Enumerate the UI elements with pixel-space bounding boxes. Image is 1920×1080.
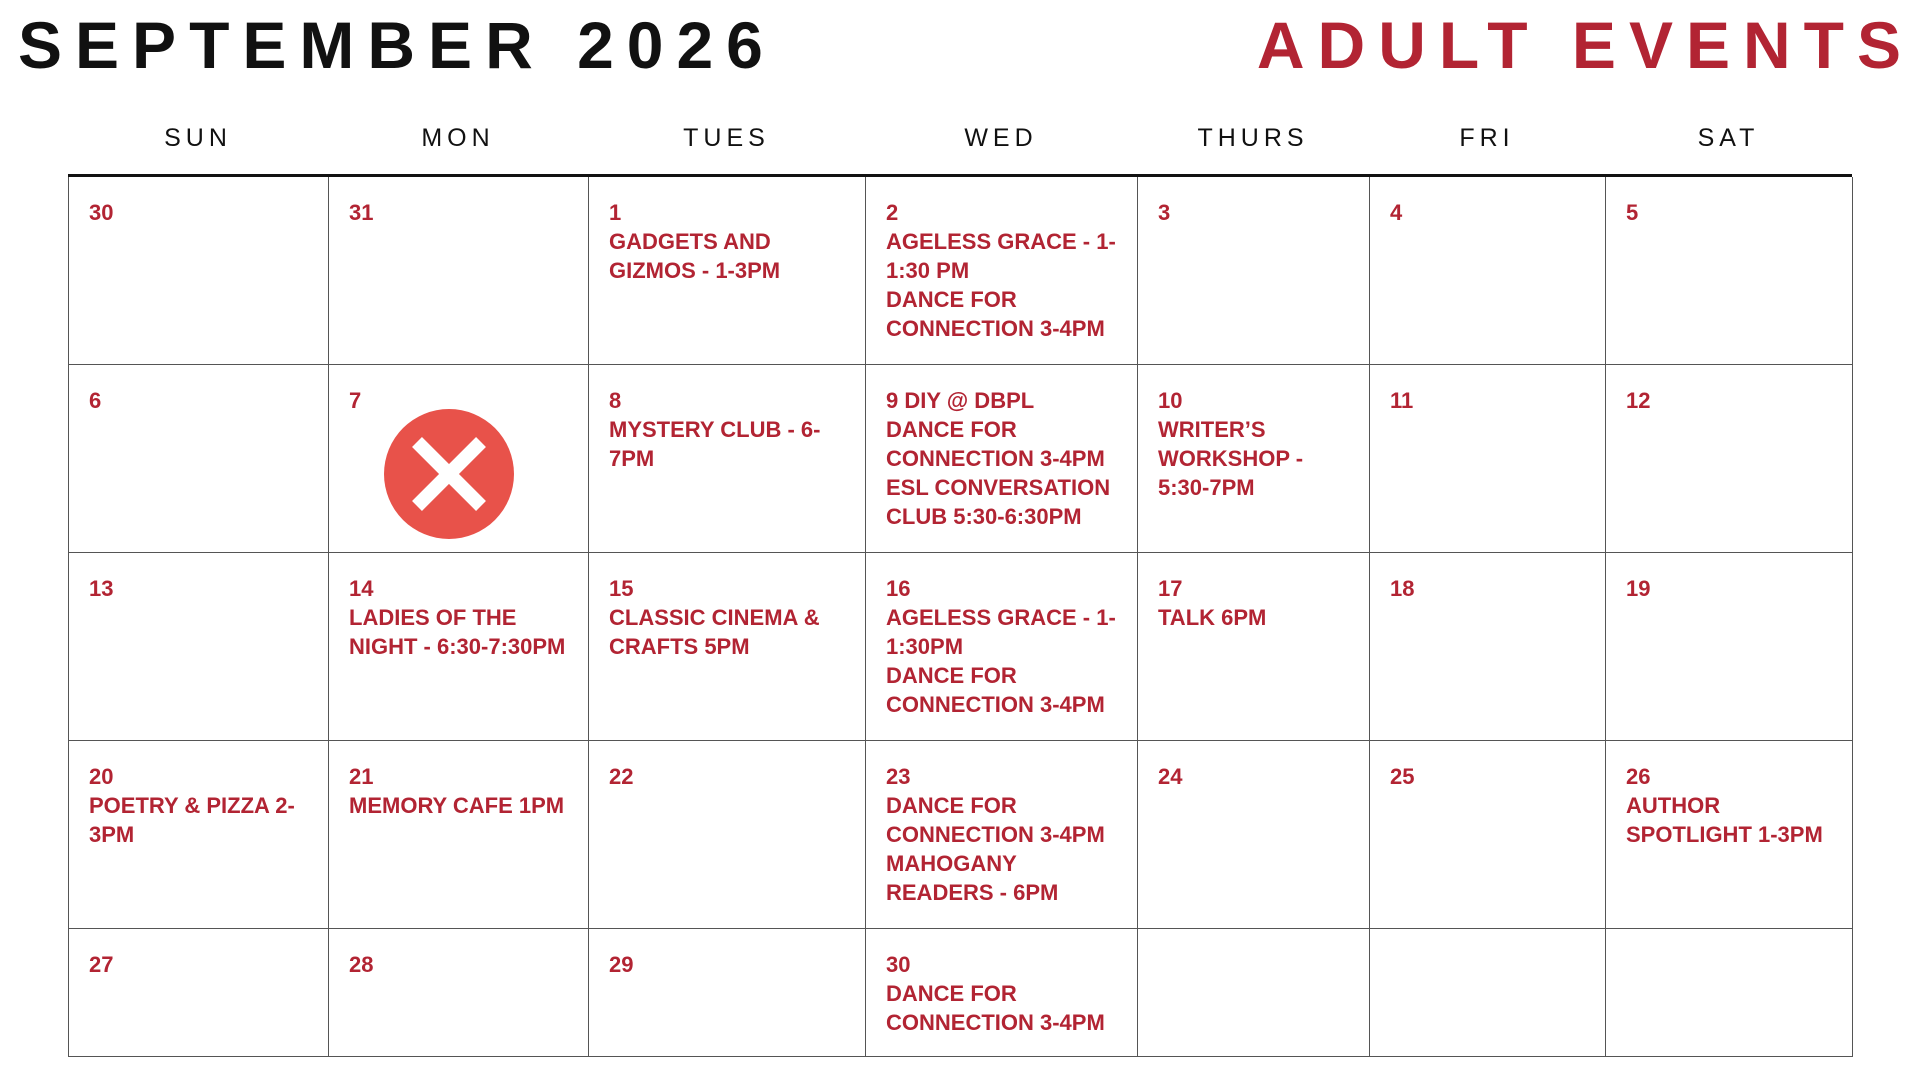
- day-cell: [866, 177, 1138, 365]
- weekday-fri: FRI: [1459, 124, 1515, 152]
- day-cell: [1370, 177, 1606, 365]
- day-cell: [329, 741, 589, 929]
- day-number: 26: [1626, 764, 1651, 789]
- day-cell: [69, 365, 329, 553]
- event-entry: GADGETS AND GIZMOS - 1-3PM: [609, 229, 781, 283]
- day-cell: [329, 929, 589, 1057]
- day-number: 5: [1626, 200, 1639, 225]
- day-number: 4: [1390, 200, 1403, 225]
- event-entry: TALK 6PM: [1158, 605, 1267, 630]
- day-number: 15: [609, 576, 634, 601]
- day-cell: [589, 553, 866, 741]
- day-cell: [866, 929, 1138, 1057]
- event-entry: LADIES OF THE NIGHT - 6:30-7:30PM: [349, 605, 566, 659]
- day-cell: [1370, 553, 1606, 741]
- day-number: 2: [886, 200, 899, 225]
- day-number: 25: [1390, 764, 1415, 789]
- day-number: 8: [609, 388, 622, 413]
- day-cell: [1606, 553, 1853, 741]
- day-cell: [1138, 929, 1370, 1057]
- day-number: 14: [349, 576, 374, 601]
- day-number: 19: [1626, 576, 1651, 601]
- day-number: 30: [89, 200, 114, 225]
- weekday-tues: TUES: [683, 124, 770, 152]
- day-number: 10: [1158, 388, 1183, 413]
- event-entry: WRITER’S WORKSHOP - 5:30-7PM: [1158, 417, 1304, 500]
- day-cell: [866, 741, 1138, 929]
- event-entry: AGELESS GRACE - 1-1:30 PM: [886, 229, 1116, 283]
- day-number: 21: [349, 764, 374, 789]
- day-cell: [69, 741, 329, 929]
- event-entry: ESL CONVERSATION CLUB 5:30-6:30PM: [886, 475, 1111, 529]
- closed-x-icon: [384, 409, 514, 539]
- day-number: 6: [89, 388, 102, 413]
- event-entry: AUTHOR SPOTLIGHT 1-3PM: [1626, 793, 1823, 847]
- day-cell: [589, 741, 866, 929]
- event-entry: DANCE FOR CONNECTION 3-4PM: [886, 981, 1105, 1035]
- event-entry: AGELESS GRACE - 1-1:30PM: [886, 605, 1116, 659]
- event-entry: DANCE FOR CONNECTION 3-4PM: [886, 287, 1105, 341]
- day-cell: [329, 177, 589, 365]
- day-cell: [69, 929, 329, 1057]
- day-cell: [589, 365, 866, 553]
- day-cell: [69, 553, 329, 741]
- weekday-mon: MON: [421, 124, 495, 152]
- event-entry: CLASSIC CINEMA & CRAFTS 5PM: [609, 605, 820, 659]
- event-entry: DANCE FOR CONNECTION 3-4PM: [886, 793, 1105, 847]
- day-number: 23: [886, 764, 911, 789]
- day-number: 9 DIY @ DBPL: [886, 388, 1035, 413]
- day-cell: [1138, 741, 1370, 929]
- day-number: 7: [349, 388, 362, 413]
- day-cell: [589, 177, 866, 365]
- weekday-sun: SUN: [164, 124, 232, 152]
- day-number: 13: [89, 576, 114, 601]
- day-cell: [329, 365, 589, 553]
- day-cell: [1606, 365, 1853, 553]
- day-cell: [1606, 741, 1853, 929]
- day-cell: [69, 177, 329, 365]
- day-number: 18: [1390, 576, 1415, 601]
- day-cell: [1370, 929, 1606, 1057]
- day-cell: [1606, 177, 1853, 365]
- day-number: 24: [1158, 764, 1183, 789]
- weekday-header: [68, 118, 1852, 174]
- day-number: 29: [609, 952, 634, 977]
- weekday-sat: SAT: [1697, 124, 1760, 152]
- day-number: 27: [89, 952, 114, 977]
- category-title: ADULT EVENTS: [1256, 8, 1914, 82]
- day-cell: [866, 553, 1138, 741]
- day-cell: [1138, 365, 1370, 553]
- event-entry: DANCE FOR CONNECTION 3-4PM: [886, 663, 1105, 717]
- day-number: 22: [609, 764, 634, 789]
- event-entry: POETRY & PIZZA 2-3PM: [89, 793, 295, 847]
- day-cell: [866, 365, 1138, 553]
- calendar-grid: [68, 177, 1852, 1057]
- month-title: SEPTEMBER 2026: [18, 8, 776, 82]
- day-cell: [1138, 177, 1370, 365]
- weekday-thurs: THURS: [1197, 124, 1309, 152]
- day-number: 31: [349, 200, 374, 225]
- day-cell: [1138, 553, 1370, 741]
- event-entry: MEMORY CAFE 1PM: [349, 793, 565, 818]
- event-entry: DANCE FOR CONNECTION 3-4PM: [886, 417, 1105, 471]
- event-entry: MYSTERY CLUB - 6-7PM: [609, 417, 821, 471]
- day-number: 20: [89, 764, 114, 789]
- day-number: 11: [1390, 388, 1414, 413]
- day-number: 12: [1626, 388, 1651, 413]
- day-number: 1: [609, 200, 622, 225]
- day-number: 30: [886, 952, 911, 977]
- day-cell: [589, 929, 866, 1057]
- day-number: 16: [886, 576, 911, 601]
- weekday-wed: WED: [964, 124, 1038, 152]
- day-number: 3: [1158, 200, 1171, 225]
- day-cell: [329, 553, 589, 741]
- day-cell: [1370, 365, 1606, 553]
- day-number: 17: [1158, 576, 1183, 601]
- day-cell: [1370, 741, 1606, 929]
- day-cell: [1606, 929, 1853, 1057]
- event-entry: MAHOGANY READERS - 6PM: [886, 851, 1059, 905]
- day-number: 28: [349, 952, 374, 977]
